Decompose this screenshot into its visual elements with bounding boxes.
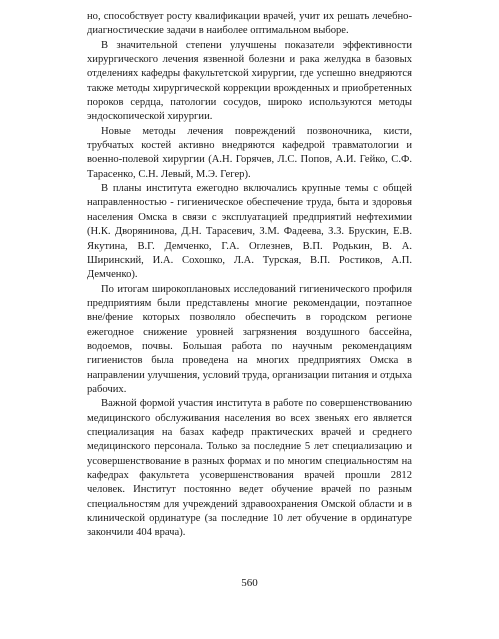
paragraph-specialization: Важной формой участия института в работе по совершенствованию медицинского обслуживания населения во всех звеньях его является специализация на базах кафедр практических врачей и среднего медицинского персонала. Только за последние 5 лет специализацию и усовершенствование в разных формах и по многим специальностям на кафедрах факультета усовершенствования врачей прошли 2812 человек. Институт постоянно ведет обучение врачей по разным специальностям для учреждений здравоохранения Омской области и в клинической ординатуре (за последние 10 лет обучение в ординатуре закончили 404 врача). [87, 398, 412, 539]
paragraph-traumatology: Новые методы лечения повреждений позвоночника, кисти, трубчатых костей активно внедряются кафедрой травматологии и военно-полевой хирургии (А.Н. Горячев, Л.С. Попов, А.И. Гейко, С.Ф. Тарасенко, С.Н. Левый, М.Э. Гегер). [87, 125, 412, 180]
paragraph-recommendations: По итогам широкоплановых исследований гигиенического профиля предприятиям были представлены многие рекомендации, поэтапное вне/фение которых позволяло обеспечить в городском регионе ежегодное снижение уровней загрязнения воздушного бассейна, водоемов, почвы. Большая работа по научным рекомендациям гигиенистов была проведена на многих предприятиях Омска в направлении улучшения, условий труда, организации питания и отдыха рабочих. [87, 283, 412, 395]
paragraph-continuation: но, способствует росту квалификации врачей, учит их решать лечебно-диагностические задачи в наиболее оптимальном выборе. [87, 11, 412, 37]
paragraph-hygiene-plans: В планы института ежегодно включались крупные темы с общей направленностью - гигиеническое обеспечение труда, быта и здоровья населения Омска в связи с эксплуатацией предприятий нефтехимии (Н.К. Дворянинова, Д.Н. Тарасевич, З.М. Фадеева, З.З. Брускин, Е.В. Якутина, В.Г. Демченко, Г.А. Оглезнев, В.П. Родькин, В. А. Ширинский, И.А. Сохошко, Л.А. Турская, В.П. Ростиков, А.П. Демченко). [87, 183, 412, 281]
page-body [87, 10, 412, 541]
page-number: 560 [241, 577, 258, 589]
paragraph-surgery: В значительной степени улучшены показатели эффективности хирургического лечения язвенной болезни и рака желудка в базовых отделениях кафедры факультетской хирургии, где успешно внедряются также методы хирургической коррекции врожденных и приобретенных пороков сердца, патологии сосудов, широко используются методы эндоскопической хирургии. [87, 39, 412, 123]
